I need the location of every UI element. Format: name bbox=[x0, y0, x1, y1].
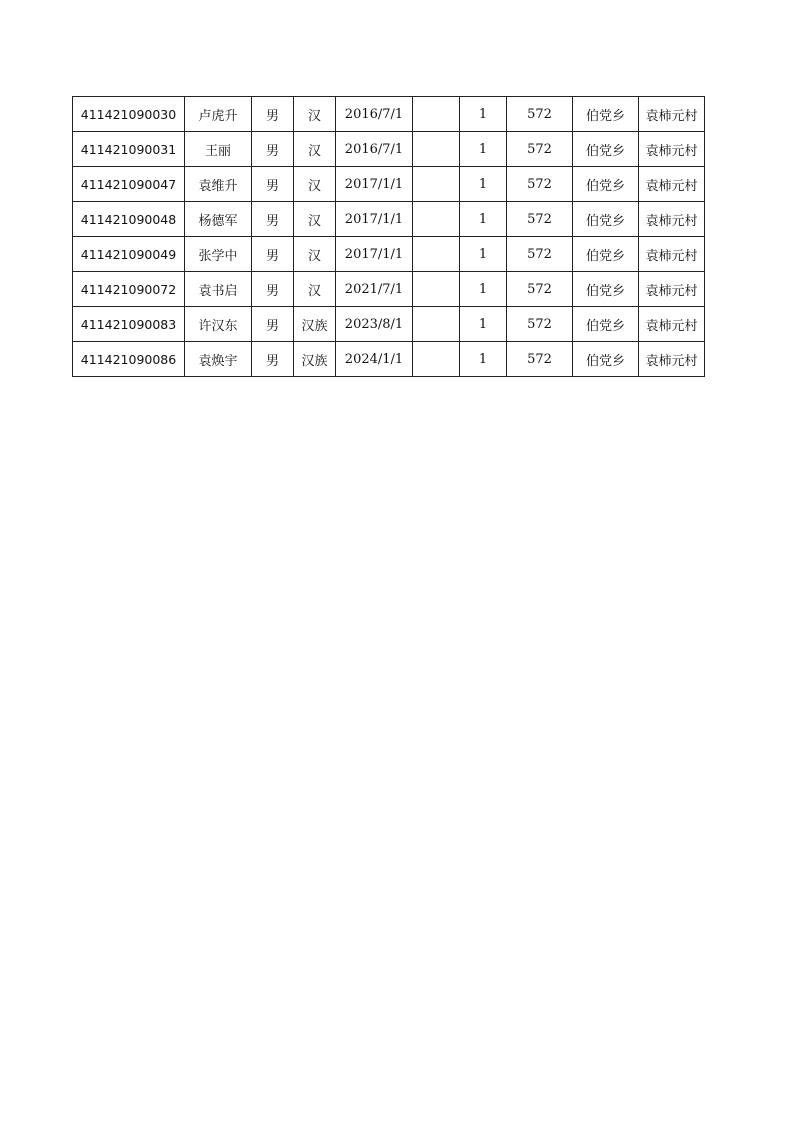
table-row bbox=[73, 237, 705, 272]
empty-cell bbox=[413, 342, 460, 377]
village-cell: 袁柿元村 bbox=[639, 97, 705, 132]
ethnicity-cell: 汉族 bbox=[294, 342, 336, 377]
table-row bbox=[73, 167, 705, 202]
township-cell: 伯党乡 bbox=[573, 97, 639, 132]
ethnicity-cell: 汉 bbox=[294, 132, 336, 167]
ethnicity-cell: 汉 bbox=[294, 272, 336, 307]
id-cell: 411421090083 bbox=[73, 307, 185, 342]
date-cell: 2021/7/1 bbox=[336, 272, 413, 307]
village-cell: 袁柿元村 bbox=[639, 202, 705, 237]
township-cell: 伯党乡 bbox=[573, 202, 639, 237]
count-cell: 1 bbox=[460, 132, 507, 167]
date-cell: 2017/1/1 bbox=[336, 167, 413, 202]
id-cell: 411421090048 bbox=[73, 202, 185, 237]
date-cell: 2017/1/1 bbox=[336, 237, 413, 272]
id-cell: 411421090031 bbox=[73, 132, 185, 167]
amount-cell: 572 bbox=[507, 97, 573, 132]
count-cell: 1 bbox=[460, 342, 507, 377]
ethnicity-cell: 汉 bbox=[294, 202, 336, 237]
name-cell: 卢虎升 bbox=[185, 97, 252, 132]
empty-cell bbox=[413, 132, 460, 167]
table-row bbox=[73, 342, 705, 377]
gender-cell: 男 bbox=[252, 307, 294, 342]
village-cell: 袁柿元村 bbox=[639, 272, 705, 307]
name-cell: 王丽 bbox=[185, 132, 252, 167]
table-row bbox=[73, 202, 705, 237]
date-cell: 2016/7/1 bbox=[336, 97, 413, 132]
gender-cell: 男 bbox=[252, 342, 294, 377]
date-cell: 2024/1/1 bbox=[336, 342, 413, 377]
table-row bbox=[73, 272, 705, 307]
empty-cell bbox=[413, 167, 460, 202]
count-cell: 1 bbox=[460, 272, 507, 307]
empty-cell bbox=[413, 307, 460, 342]
township-cell: 伯党乡 bbox=[573, 132, 639, 167]
empty-cell bbox=[413, 237, 460, 272]
empty-cell bbox=[413, 202, 460, 237]
amount-cell: 572 bbox=[507, 307, 573, 342]
table-row bbox=[73, 97, 705, 132]
date-cell: 2023/8/1 bbox=[336, 307, 413, 342]
township-cell: 伯党乡 bbox=[573, 237, 639, 272]
gender-cell: 男 bbox=[252, 272, 294, 307]
township-cell: 伯党乡 bbox=[573, 167, 639, 202]
village-cell: 袁柿元村 bbox=[639, 342, 705, 377]
gender-cell: 男 bbox=[252, 97, 294, 132]
empty-cell bbox=[413, 272, 460, 307]
village-cell: 袁柿元村 bbox=[639, 237, 705, 272]
ethnicity-cell: 汉 bbox=[294, 237, 336, 272]
name-cell: 袁焕宇 bbox=[185, 342, 252, 377]
village-cell: 袁柿元村 bbox=[639, 167, 705, 202]
id-cell: 411421090072 bbox=[73, 272, 185, 307]
data-table bbox=[72, 96, 705, 377]
gender-cell: 男 bbox=[252, 132, 294, 167]
count-cell: 1 bbox=[460, 307, 507, 342]
gender-cell: 男 bbox=[252, 237, 294, 272]
name-cell: 许汉东 bbox=[185, 307, 252, 342]
village-cell: 袁柿元村 bbox=[639, 307, 705, 342]
township-cell: 伯党乡 bbox=[573, 272, 639, 307]
amount-cell: 572 bbox=[507, 237, 573, 272]
gender-cell: 男 bbox=[252, 202, 294, 237]
date-cell: 2016/7/1 bbox=[336, 132, 413, 167]
table-row bbox=[73, 132, 705, 167]
count-cell: 1 bbox=[460, 97, 507, 132]
id-cell: 411421090030 bbox=[73, 97, 185, 132]
amount-cell: 572 bbox=[507, 167, 573, 202]
count-cell: 1 bbox=[460, 202, 507, 237]
table-row bbox=[73, 307, 705, 342]
id-cell: 411421090049 bbox=[73, 237, 185, 272]
name-cell: 袁维升 bbox=[185, 167, 252, 202]
amount-cell: 572 bbox=[507, 272, 573, 307]
table-body bbox=[73, 97, 705, 377]
id-cell: 411421090047 bbox=[73, 167, 185, 202]
id-cell: 411421090086 bbox=[73, 342, 185, 377]
amount-cell: 572 bbox=[507, 132, 573, 167]
amount-cell: 572 bbox=[507, 342, 573, 377]
township-cell: 伯党乡 bbox=[573, 307, 639, 342]
count-cell: 1 bbox=[460, 167, 507, 202]
ethnicity-cell: 汉 bbox=[294, 97, 336, 132]
gender-cell: 男 bbox=[252, 167, 294, 202]
township-cell: 伯党乡 bbox=[573, 342, 639, 377]
empty-cell bbox=[413, 97, 460, 132]
village-cell: 袁柿元村 bbox=[639, 132, 705, 167]
ethnicity-cell: 汉族 bbox=[294, 307, 336, 342]
amount-cell: 572 bbox=[507, 202, 573, 237]
name-cell: 张学中 bbox=[185, 237, 252, 272]
date-cell: 2017/1/1 bbox=[336, 202, 413, 237]
count-cell: 1 bbox=[460, 237, 507, 272]
ethnicity-cell: 汉 bbox=[294, 167, 336, 202]
name-cell: 袁书启 bbox=[185, 272, 252, 307]
name-cell: 杨德军 bbox=[185, 202, 252, 237]
